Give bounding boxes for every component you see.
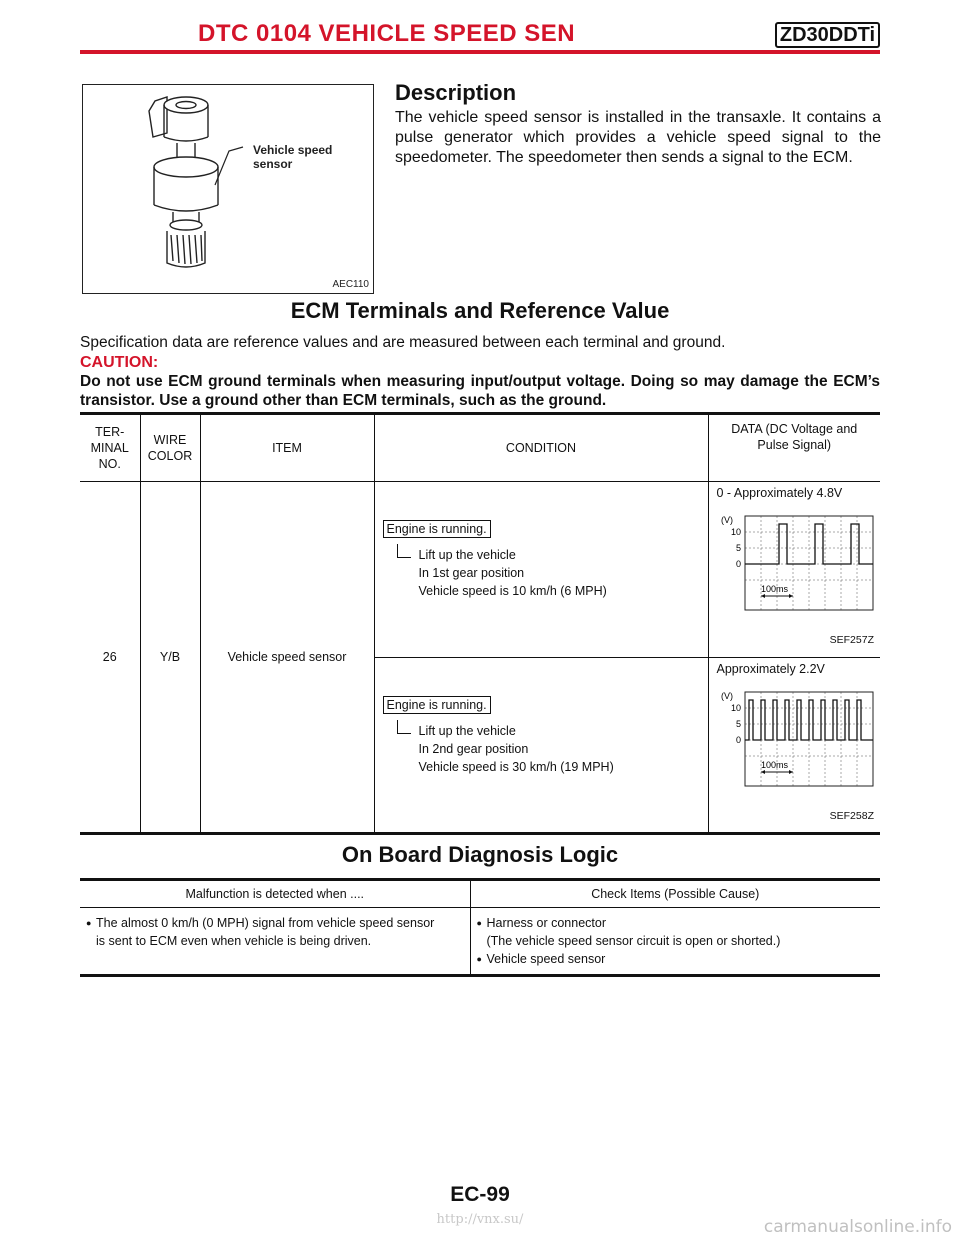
figure-code: AEC110 <box>332 279 369 290</box>
scope-y5-label: 5 <box>735 543 741 553</box>
scope-y0-label: 0 <box>735 735 741 745</box>
condition-bracket <box>397 720 411 734</box>
oscilloscope-waveform <box>717 688 877 798</box>
watermark: carmanualsonline.info <box>763 1217 952 1237</box>
column-header-terminal: TER- MINAL NO. <box>90 425 129 471</box>
caution-text: Do not use ECM ground terminals when measuring input/output voltage. Doing so may damage the ECM’s transistor. Use a ground other than ECM terminals, such as the ground. <box>80 373 880 409</box>
ecm-section-heading: ECM Terminals and Reference Value <box>290 298 670 323</box>
page-number: EC-99 <box>450 1183 510 1206</box>
description-heading: Description <box>395 80 517 105</box>
data-value: Approximately 2.2V <box>716 662 825 676</box>
check-item-note: (The vehicle speed sensor circuit is open or shorted.) <box>486 934 781 948</box>
bullet-icon: ● <box>86 918 92 928</box>
data-value: 0 - Approximately 4.8V <box>716 486 843 500</box>
scope-trace <box>745 700 873 740</box>
data-cell <box>708 658 880 834</box>
table-row <box>80 482 880 658</box>
scope-unit-label: (V) <box>720 691 733 701</box>
obd-section-heading: On Board Diagnosis Logic <box>341 842 619 867</box>
scope-time-label: 100ms <box>760 584 788 594</box>
list-item: ● Vehicle speed sensor <box>476 952 606 966</box>
check-items-cell <box>470 908 880 976</box>
scope-y10-label: 10 <box>730 703 741 713</box>
condition-details: Lift up the vehicle In 2nd gear position Vehicle speed is 30 km/h (19 MPH) <box>418 724 614 774</box>
page-header-title: DTC 0104 VEHICLE SPEED SEN <box>198 20 576 47</box>
scope-unit-label: (V) <box>720 515 733 525</box>
column-header-wire-color: WIRE COLOR <box>140 414 200 482</box>
caution-heading: CAUTION: <box>80 354 159 371</box>
sensor-figure <box>82 84 374 294</box>
column-header-condition: CONDITION <box>374 414 708 482</box>
bullet-icon: ● <box>476 954 482 964</box>
scope-y0-label: 0 <box>735 559 741 569</box>
engine-model-badge: ZD30DDTi <box>775 22 880 48</box>
table-header-row <box>80 880 880 908</box>
scope-y5-label: 5 <box>735 719 741 729</box>
column-header-malfunction: Malfunction is detected when .... <box>185 887 365 901</box>
list-item: ● The almost 0 km/h (0 MPH) signal from vehicle speed sensor is sent to ECM even when vehicle is being driven. <box>86 916 435 948</box>
oscilloscope-waveform <box>717 512 877 622</box>
description-text: The vehicle speed sensor is installed in the transaxle. It contains a pulse generator which provides a vehicle speed signal to the speedometer. The speedometer then sends a signal to the ECM. <box>395 109 881 166</box>
data-cell <box>708 482 880 658</box>
condition-cell <box>374 482 708 658</box>
wire-color: Y/B <box>140 482 200 834</box>
engine-running-box: Engine is running. <box>383 696 491 714</box>
item-name: Vehicle speed sensor <box>200 482 374 834</box>
footer-url[interactable]: http://vnx.su/ <box>436 1212 524 1227</box>
spec-note: Specification data are reference values and are measured between each terminal and ground. <box>80 334 726 351</box>
diagnosis-logic-table <box>80 878 880 977</box>
engine-running-box: Engine is running. <box>383 520 491 538</box>
ecm-terminal-table <box>80 412 880 835</box>
column-header-data: DATA (DC Voltage and Pulse Signal) <box>708 414 880 482</box>
bullet-icon: ● <box>476 918 482 928</box>
terminal-number: 26 <box>102 650 117 664</box>
scope-figure-code: SEF257Z <box>829 634 874 646</box>
table-row <box>80 908 880 976</box>
figure-label: Vehicle speed sensor <box>253 143 333 171</box>
condition-bracket <box>397 544 411 558</box>
vehicle-speed-sensor-illustration <box>83 85 375 295</box>
condition-details: Lift up the vehicle In 1st gear position Vehicle speed is 10 km/h (6 MPH) <box>418 548 607 598</box>
column-header-item: ITEM <box>200 414 374 482</box>
scope-time-label: 100ms <box>760 760 788 770</box>
header-rule <box>80 50 880 54</box>
scope-figure-code: SEF258Z <box>829 810 874 822</box>
column-header-check-items: Check Items (Possible Cause) <box>470 880 880 908</box>
condition-cell <box>374 658 708 834</box>
scope-y10-label: 10 <box>730 527 741 537</box>
malfunction-cell <box>80 908 470 976</box>
list-item: ● Harness or connector <box>476 916 607 930</box>
table-header-row <box>80 414 880 482</box>
